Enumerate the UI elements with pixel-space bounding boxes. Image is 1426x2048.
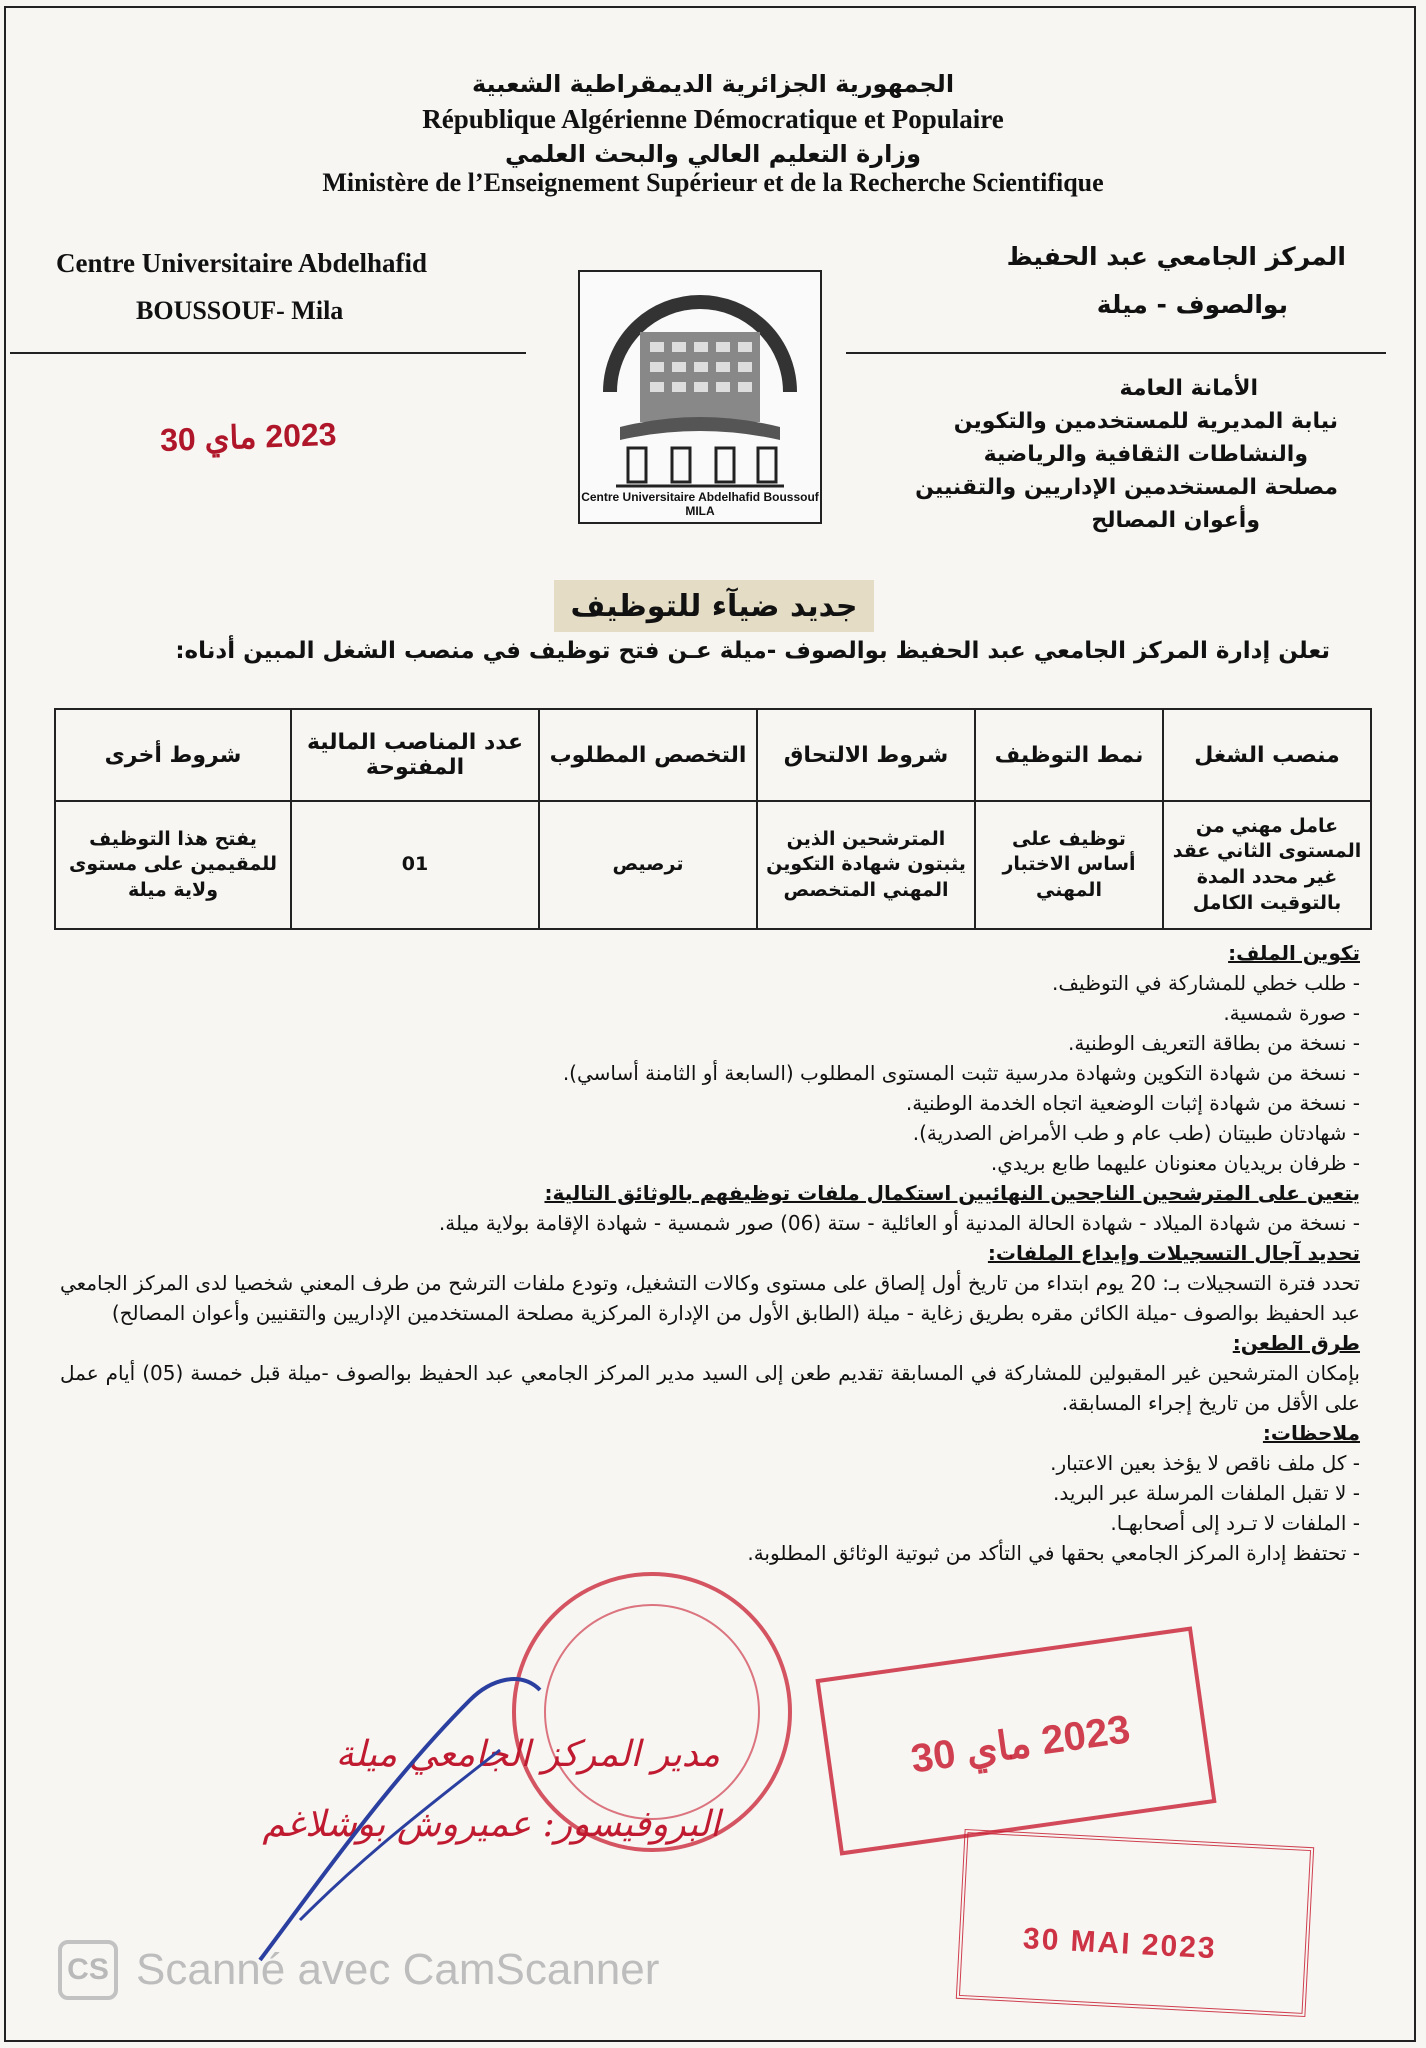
file-item: - نسخة من شهادة إثبات الوضعية اتجاه الخدمة الوطنية. [905,1091,1360,1115]
file-item: - نسخة من شهادة التكوين وشهادة مدرسية تثبت المستوى المطلوب (السابعة أو الثامنة أساسي). [562,1061,1360,1085]
cell-other: يفتح هذا التوظيف للمقيمين على مستوى ولاية ميلة [55,801,291,929]
deadline-section-title: تحديد آجال التسجيلات وإيداع الملفات: [987,1241,1360,1265]
signature-line: مدير المركز الجامعي ميلة [335,1734,720,1775]
table-row [55,801,1371,929]
winners-text: - نسخة من شهادة الميلاد - شهادة الحالة المدنية أو العائلية - ستة (06) صور شمسية - شهادة الإقامة بولاية ميلة. [438,1211,1360,1235]
note-item: - الملفات لا تـرد إلى أصحابهـا. [1110,1511,1360,1535]
department-line: وأعوان المصالح [1091,508,1260,533]
file-item: - صورة شمسية. [1223,1001,1360,1025]
received-date: 30 MAI 2023 [1022,1922,1218,1966]
building-icon [580,272,820,492]
republic-title-ar: الجمهورية الجزائرية الديمقراطية الشعبية [471,70,955,98]
winners-section-title: يتعين على المترشحين الناجحين النهائيين استكمال ملفات توظيفهم بالوثائق التالية: [544,1181,1360,1205]
deadline-text: تحدد فترة التسجيلات بـ: 20 يوم ابتداء من تاريخ أول إلصاق على مستوى وكالات التشغيل، وتودع ملفات الترشح من طرف المعني شخصيا لدى المركز الجامعي عبد الحفيظ بوالصوف -ميلة الكائن مقره بطريق زغاية - ميلة (الطابق الأول من الإدارة المركزية مصلحة المستخدمين الإداريين والتقنيين وأعوان المصالح) [60,1271,1360,1325]
note-item: - كل ملف ناقص لا يؤخذ بعين الاعتبار. [1050,1451,1360,1475]
registry-stamp-date: 2023 ماي 30 [908,1707,1133,1782]
notes-section-title: ملاحظات: [1262,1421,1360,1445]
departments-block [818,372,1338,537]
job-table [54,708,1372,930]
job-banner: جديد ضيآء للتوظيف [554,580,874,632]
appeal-section-title: طرق الطعن: [1232,1331,1360,1355]
body-text [60,938,1360,1568]
file-item: - نسخة من بطاقة التعريف الوطنية. [1067,1031,1360,1055]
institution-city-fr: BOUSSOUF- Mila [136,296,344,325]
cell-count: 01 [291,801,539,929]
table-header: نمط التوظيف [975,709,1163,801]
department-line: الأمانة العامة [1119,376,1258,401]
file-section-title: تكوين الملف: [1228,941,1360,965]
file-item: - شهادتان طبيتان (طب عام و طب الأمراض الصدرية). [912,1121,1360,1145]
signature-stroke-icon [240,1660,560,1980]
camscanner-watermark [58,1940,659,2000]
table-header: شروط أخرى [55,709,291,801]
file-item: - طلب خطي للمشاركة في التوظيف. [1052,971,1360,995]
camscanner-logo-icon: CS [58,1940,118,2000]
header-rule-left [10,352,526,354]
ministry-title-ar: وزارة التعليم العالي والبحث العلمي [504,140,922,168]
table-header: منصب الشغل [1163,709,1371,801]
table-header-row [55,709,1371,801]
camscanner-text: Scanné avec CamScanner [136,1945,660,1994]
signature-line: البروفيسور: عميروش بوشلاغم [262,1804,720,1845]
cell-conditions: المترشحين الذين يثبتون شهادة التكوين المهني المتخصص [757,801,975,929]
cell-post: عامل مهني من المستوى الثاني عقد غير محدد المدة بالتوقيت الكامل [1163,801,1371,929]
university-logo [578,270,822,524]
logo-caption: Centre Universitaire Abdelhafid Boussouf MILA [581,490,819,518]
announcement-text: تعلن إدارة المركز الجامعي عبد الحفيظ بوالصوف -ميلة عـن فتح توظيف في منصب الشغل المبين أدناه: [175,638,1330,664]
department-line: والنشاطات الثقافية والرياضية [983,442,1308,467]
institution-city-ar: بوالصوف - ميلة [1096,290,1288,319]
institution-name-ar: المركز الجامعي عبد الحفيظ [1006,242,1346,271]
republic-title-fr: République Algérienne Démocratique et Populaire [422,104,1004,134]
department-line: نيابة المديرية للمستخدمين والتكوين [953,409,1338,434]
cell-mode: توظيف على أساس الاختبار المهني [975,801,1163,929]
appeal-text: بإمكان المترشحين غير المقبولين للمشاركة في المسابقة تقديم طعن إلى السيد مدير المركز الجامعي عبد الحفيظ بوالصوف -ميلة قبل خمسة (05) أيام عمل على الأقل من تاريخ إجراء المسابقة. [60,1361,1360,1415]
issue-date-stamp: 2023 ماي 30 [159,415,338,459]
ministry-title-fr: Ministère de l’Enseignement Supérieur et de la Recherche Scientifique [322,168,1104,197]
note-item: - لا تقبل الملفات المرسلة عبر البريد. [1052,1481,1360,1505]
table-header: عدد المناصب المالية المفتوحة [291,709,539,801]
header-rule-right [846,352,1386,354]
note-item: - تحتفظ إدارة المركز الجامعي بحقها في التأكد من ثبوتية الوثائق المطلوبة. [747,1541,1360,1565]
table-header: التخصص المطلوب [539,709,757,801]
table-header: شروط الالتحاق [757,709,975,801]
cell-specialty: ترصيص [539,801,757,929]
file-item: - ظرفان بريديان معنونان عليهما طابع بريدي. [990,1151,1360,1175]
department-line: مصلحة المستخدمين الإداريين والتقنيين [915,475,1338,500]
employment-agency-stamp [956,1829,1314,2017]
institution-name-fr: Centre Universitaire Abdelhafid [56,248,427,278]
